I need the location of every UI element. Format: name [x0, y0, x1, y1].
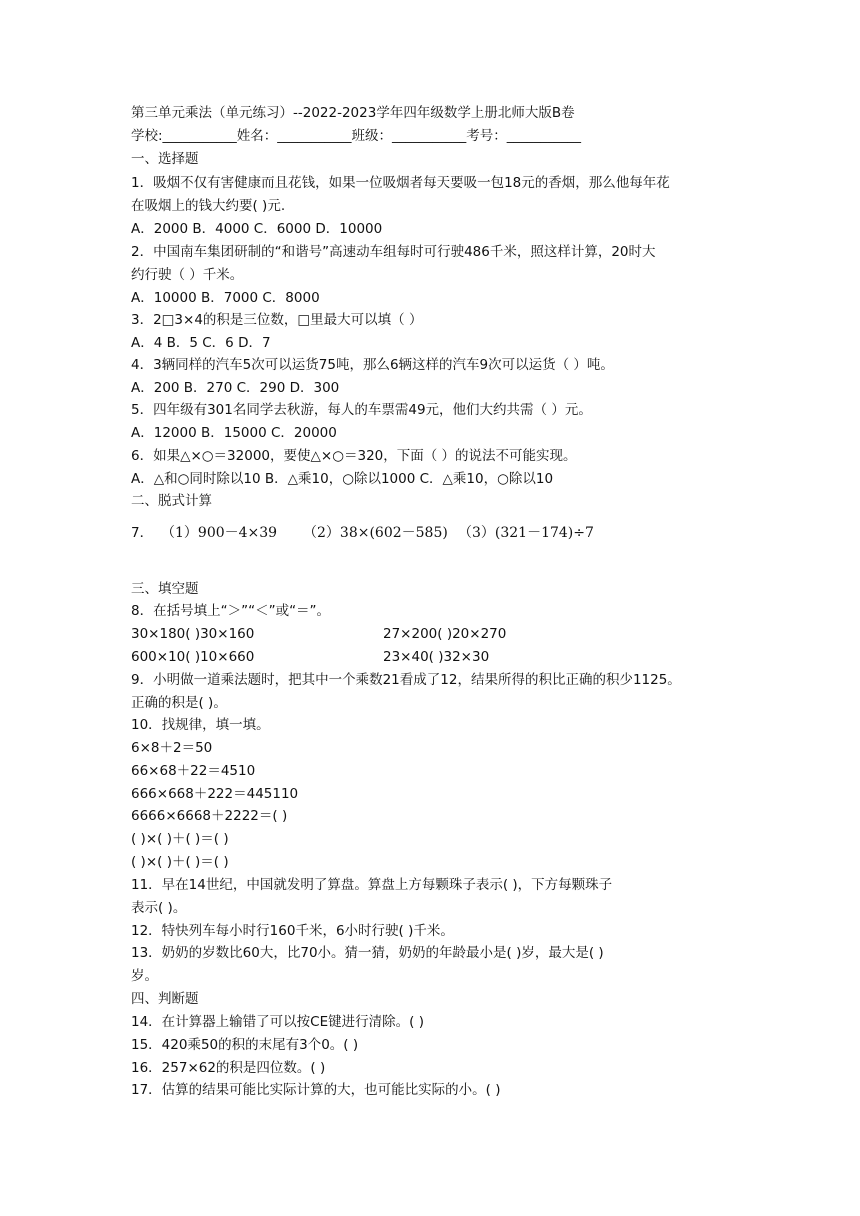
question-10-text: 10．找规律，填一填。: [131, 717, 270, 733]
section-heading-fill: 三、填空题: [131, 581, 199, 597]
pattern-line-4: 6666×6668＋2222＝( ): [131, 808, 288, 824]
student-info-line: 学校:___________姓名：___________班级：___________考号：___________: [131, 128, 582, 144]
question-5-options: A．12000 B．15000 C．20000: [131, 425, 337, 441]
question-2-text-cont: 约行驶（ ）千米。: [131, 267, 244, 283]
question-8-compare-4: 23×40( )32×30: [383, 649, 490, 665]
question-8-text: 8．在括号填上“＞”“＜”或“＝”。: [131, 603, 331, 619]
question-1-options: A．2000 B．4000 C．6000 D．10000: [131, 221, 383, 237]
question-1-text-cont: 在吸烟上的钱大约要( )元.: [131, 198, 286, 214]
question-3-text: 3．2□3×4的积是三位数，□里最大可以填（ ）: [131, 312, 423, 328]
question-9-text: 9．小明做一道乘法题时，把其中一个乘数21看成了12，结果所得的积比正确的积少1125。: [131, 672, 681, 688]
question-7-part-1: （1）900－4×39: [161, 525, 278, 541]
section-heading-judge: 四、判断题: [131, 991, 199, 1007]
question-2-text: 2．中国南车集团研制的“和谐号”高速动车组每时可行驶486千米，照这样计算，20时大: [131, 244, 656, 260]
question-13-text-cont: 岁。: [131, 968, 158, 984]
worksheet-title: 第三单元乘法（单元练习）--2022-2023学年四年级数学上册北师大版B卷: [131, 105, 575, 121]
question-14-text: 14．在计算器上输错了可以按CE键进行清除。( ): [131, 1014, 424, 1030]
question-11-text: 11．早在14世纪，中国就发明了算盘。算盘上方每颗珠子表示( )，下方每颗珠子: [131, 877, 613, 893]
question-8-compare-3: 600×10( )10×660: [131, 649, 255, 665]
question-5-text: 5．四年级有301名同学去秋游，每人的车票需49元，他们大约共需（ ）元。: [131, 402, 592, 418]
pattern-line-2: 66×68＋22＝4510: [131, 763, 256, 779]
question-17-text: 17．估算的结果可能比实际计算的大，也可能比实际的小。( ): [131, 1082, 501, 1098]
question-6-text: 6．如果△×○＝32000，要使△×○＝320，下面（ ）的说法不可能实现。: [131, 448, 577, 464]
section-heading-choice: 一、选择题: [131, 151, 199, 167]
pattern-line-1: 6×8＋2＝50: [131, 740, 213, 756]
question-7-part-3: （3）(321－174)÷7: [458, 525, 594, 541]
section-heading-calc: 二、脱式计算: [131, 493, 212, 509]
question-9-text-cont: 正确的积是( )。: [131, 695, 227, 711]
question-7-part-2: （2）38×(602－585): [303, 525, 448, 541]
question-2-options: A．10000 B．7000 C．8000: [131, 290, 320, 306]
pattern-line-3: 666×668＋222＝445110: [131, 786, 299, 802]
question-11-text-cont: 表示( )。: [131, 900, 187, 916]
question-15-text: 15．420乘50的积的末尾有3个0。( ): [131, 1037, 359, 1053]
question-16-text: 16．257×62的积是四位数。( ): [131, 1060, 326, 1076]
question-13-text: 13．奶奶的岁数比60大，比70小。猜一猜，奶奶的年龄最小是( )岁，最大是( ): [131, 945, 604, 961]
pattern-line-5: ( )×( )＋( )＝( ): [131, 831, 229, 847]
question-8-compare-1: 30×180( )30×160: [131, 626, 255, 642]
question-1-text: 1．吸烟不仅有害健康而且花钱，如果一位吸烟者每天要吸一包18元的香烟，那么他每年花: [131, 175, 670, 191]
question-4-text: 4．3辆同样的汽车5次可以运货75吨，那么6辆这样的汽车9次可以运货（ ）吨。: [131, 357, 614, 373]
question-7-number: 7．: [131, 525, 154, 541]
question-3-options: A．4 B．5 C．6 D．7: [131, 335, 271, 351]
question-8-compare-2: 27×200( )20×270: [383, 626, 507, 642]
pattern-line-6: ( )×( )＋( )＝( ): [131, 854, 229, 870]
question-6-options: A．△和○同时除以10 B．△乘10，○除以1000 C．△乘10，○除以10: [131, 471, 554, 487]
question-12-text: 12．特快列车每小时行160千米，6小时行驶( )千米。: [131, 923, 454, 939]
question-4-options: A．200 B．270 C．290 D．300: [131, 380, 340, 396]
